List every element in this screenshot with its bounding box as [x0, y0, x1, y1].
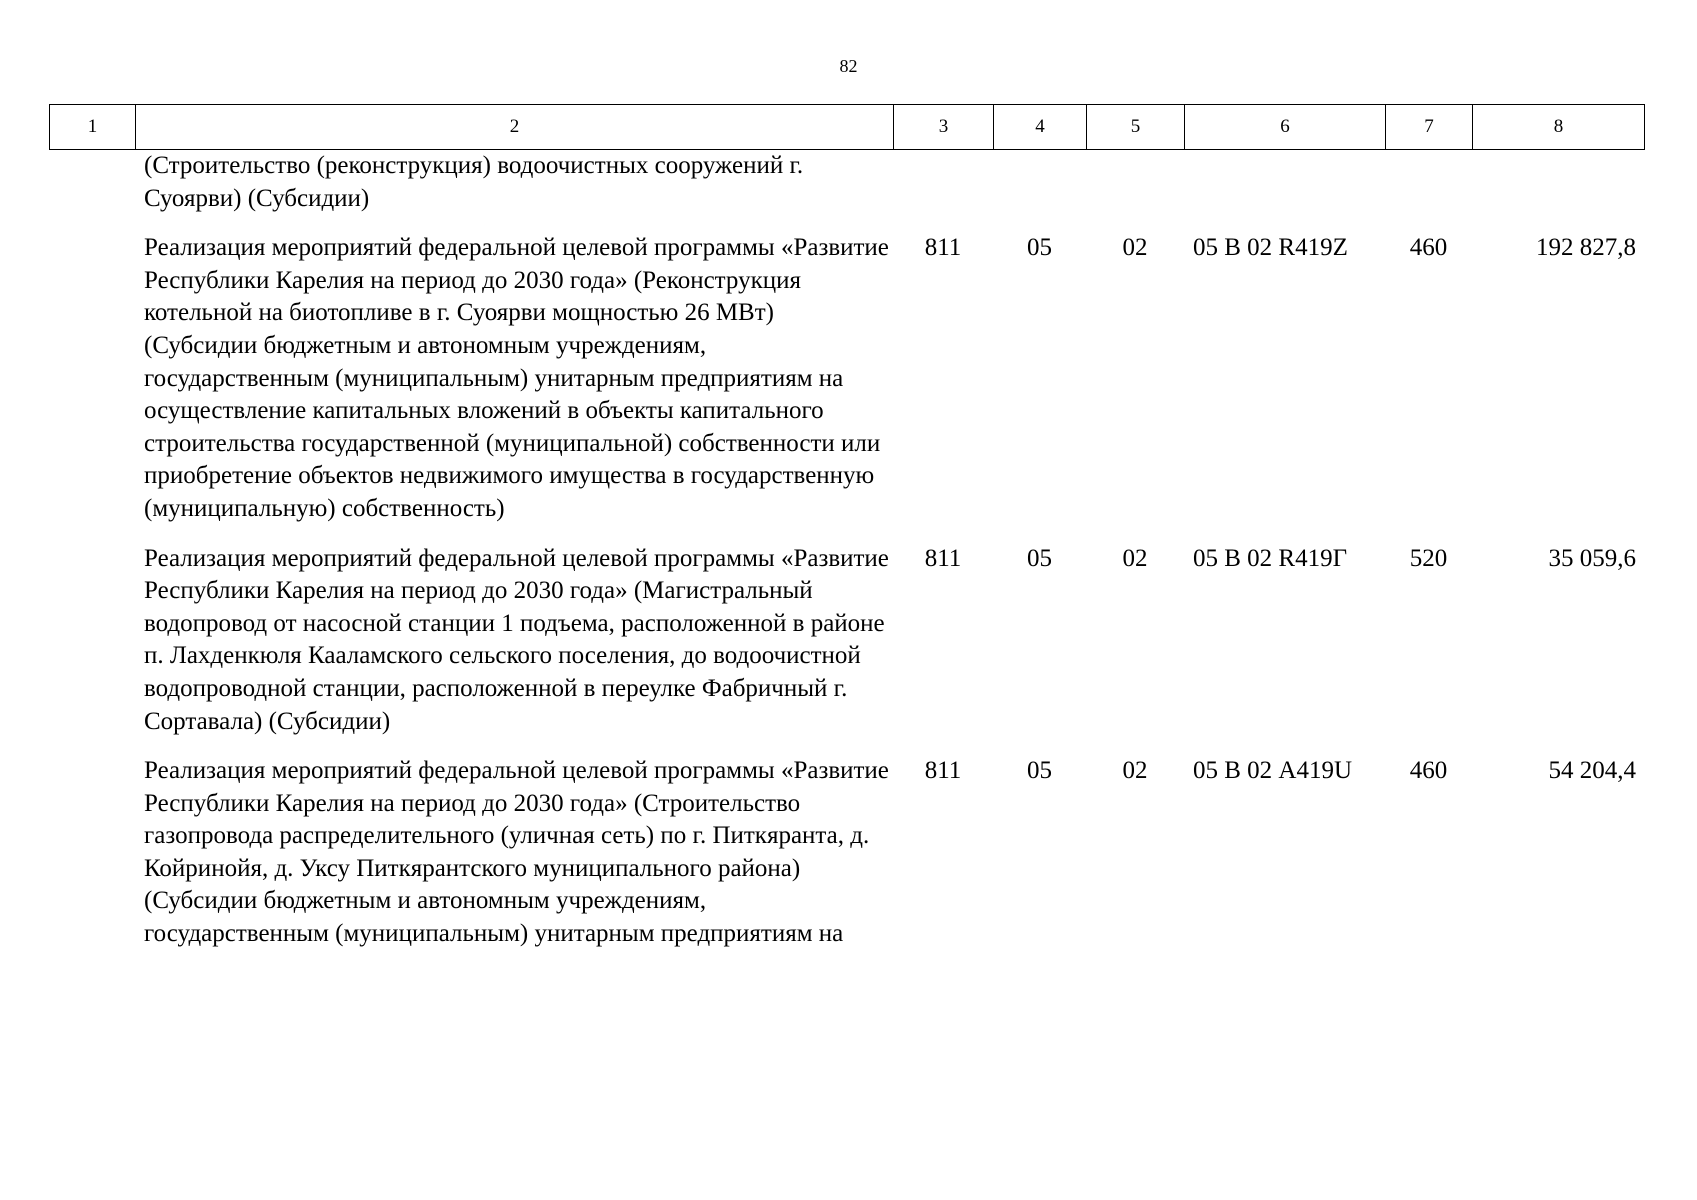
page-number: 82 — [839, 56, 858, 76]
table-header — [49, 104, 1645, 150]
row-code-3: 811 — [924, 544, 962, 572]
row-amount — [1472, 150, 1644, 232]
row-code-5: 02 — [1122, 234, 1148, 262]
row-code-6: 05 В 02 R419Г — [1193, 544, 1348, 572]
row-cell-1 — [49, 232, 135, 542]
header-cell-3: 3 — [894, 105, 994, 150]
row-code-7 — [1385, 150, 1472, 232]
row-code-7: 520 — [1409, 544, 1448, 572]
table-row — [49, 150, 1644, 232]
row-amount: 192 827,8 — [1536, 234, 1636, 262]
row-amount: 35 059,6 — [1548, 544, 1636, 572]
header-cell-5: 5 — [1087, 105, 1185, 150]
table-row — [49, 755, 1644, 968]
row-code-4: 05 — [1027, 234, 1052, 262]
row-code-6 — [1184, 150, 1385, 232]
row-cell-1 — [49, 543, 135, 756]
row-code-6: 05 В 02 R419Z — [1193, 234, 1348, 262]
row-cell-1 — [49, 755, 135, 968]
header-cell-7: 7 — [1386, 105, 1473, 150]
table-body — [49, 150, 1644, 968]
row-code-5: 02 — [1122, 544, 1148, 572]
row-description: Реализация мероприятий федеральной целевой программы «Развитие Республики Карелия на период до 2030 года» (Строительство газопровода распределительного (уличная сеть) по г. Питкяранта, д. Койринойя, д. Уксу Питкярантского муниципального района) (Субсидии бюджетным и автономным учреждениям, государственным (муниципальным) унитарным предприятиям на — [144, 757, 889, 948]
table-row — [49, 543, 1644, 756]
row-code-3 — [893, 150, 993, 232]
row-code-5: 02 — [1122, 757, 1148, 785]
row-description: Реализация мероприятий федеральной целевой программы «Развитие Республики Карелия на период до 2030 года» (Магистральный водопровод от насосной станции 1 подъема, расположенной в районе п. Лахденкюля Кааламского сельского поселения, до водоочистной водопроводной станции, расположенной в переулке Фабричный г. Сортавала) (Субсидии) — [144, 544, 889, 735]
row-code-4 — [993, 150, 1086, 232]
header-cell-2: 2 — [136, 105, 894, 150]
row-code-3: 811 — [924, 234, 962, 262]
header-cell-4: 4 — [994, 105, 1087, 150]
row-code-3: 811 — [924, 757, 962, 785]
table-row — [49, 232, 1644, 542]
header-cell-8: 8 — [1473, 105, 1645, 150]
row-code-5 — [1086, 150, 1184, 232]
header-row — [50, 105, 1645, 150]
header-cell-6: 6 — [1185, 105, 1386, 150]
row-description: Реализация мероприятий федеральной целевой программы «Развитие Республики Карелия на период до 2030 года» (Реконструкция котельной на биотопливе в г. Суоярви мощностью 26 МВт) (Субсидии бюджетным и автономным учреждениям, государственным (муниципальным) унитарным предприятиям на осуществление капитальных вложений в объекты капитального строительства государственной (муниципальной) собственности или приобретение объектов недвижимого имущества в государственную (муниципальную) собственность) — [144, 234, 889, 522]
row-amount: 54 204,4 — [1548, 757, 1636, 785]
row-code-7: 460 — [1409, 757, 1448, 785]
row-code-6: 05 В 02 А419U — [1193, 757, 1353, 785]
row-code-4: 05 — [1027, 757, 1052, 785]
row-description: (Строительство (реконструкция) водоочистных сооружений г. Суоярви) (Субсидии) — [144, 152, 804, 212]
row-code-7: 460 — [1409, 234, 1448, 262]
header-cell-1: 1 — [50, 105, 136, 150]
row-code-4: 05 — [1027, 544, 1052, 572]
row-cell-1 — [49, 150, 135, 232]
